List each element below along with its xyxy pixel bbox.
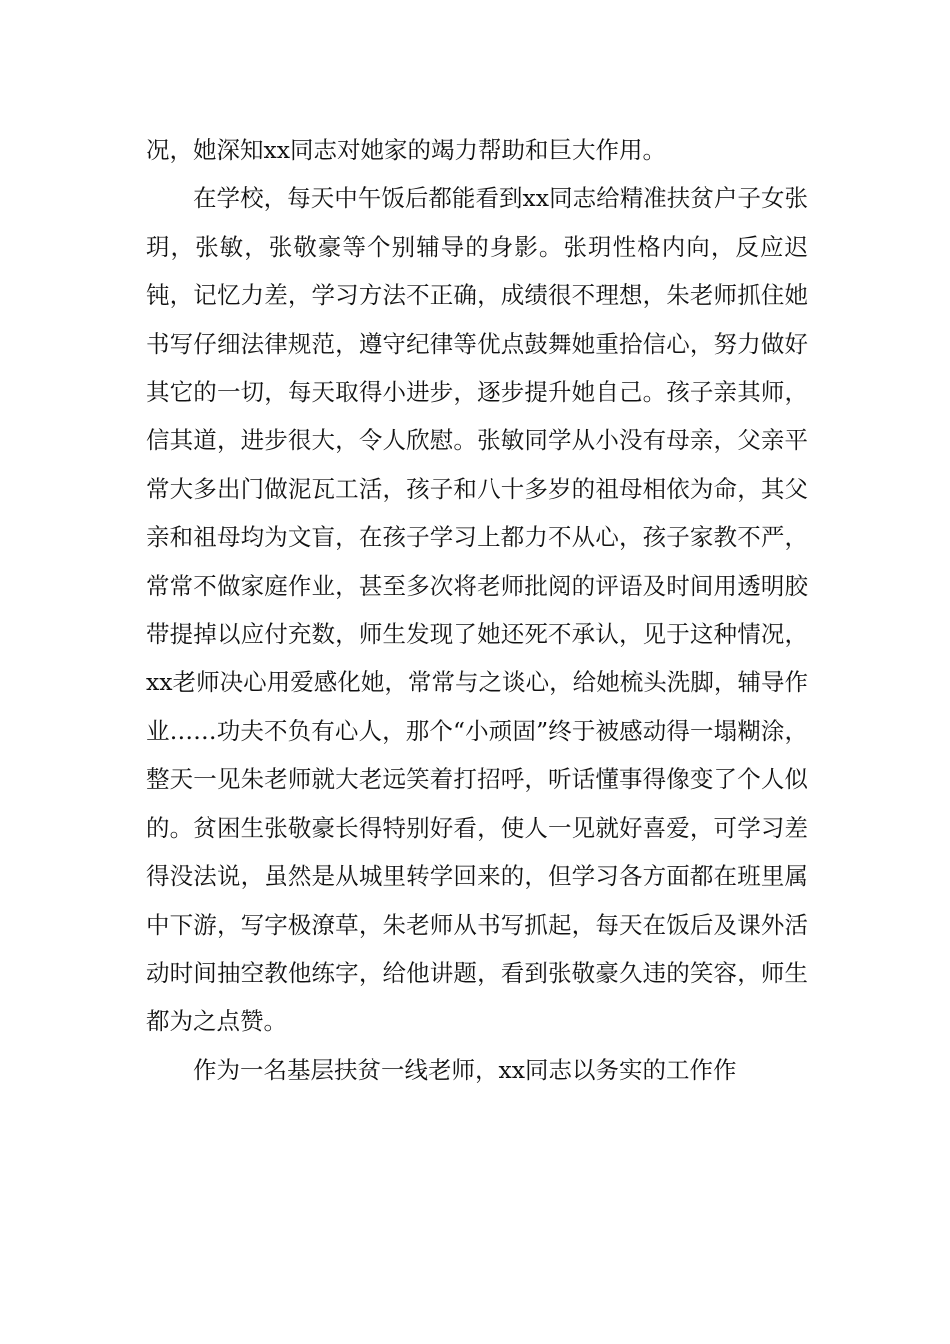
document-body xyxy=(146,126,808,1094)
paragraph-continuation: 况，她深知xx同志对她家的竭力帮助和巨大作用。 xyxy=(146,136,667,164)
paragraph-summary: 作为一名基层扶贫一线老师，xx同志以务实的工作作 xyxy=(193,1055,737,1084)
paragraph-tutoring: 在学校，每天中午饭后都能看到xx同志给精准扶贫户子女张玥，张敏，张敬豪等个别辅导的身影。张玥性格内向，反应迟钝，记忆力差，学习方法不正确，成绩很不理想，朱老师抓住她书写仔细法律规范，遵守纪律等优点鼓舞她重拾信心，努力做好其它的一切，每天取得小进步，逐步提升她自己。孩子亲其师，信其道，进步很大，令人欣慰。张敏同学从小没有母亲，父亲平常大多出门做泥瓦工活，孩子和八十多岁的祖母相依为命，其父亲和祖母均为文盲，在孩子学习上都力不从心，孩子家教不严，常常不做家庭作业，甚至多次将老师批阅的评语及时间用透明胶带提掉以应付充数，师生发现了她还死不承认，见于这种情况，xx老师决心用爱感化她，常常与之谈心，给她梳头洗脚，辅导作业……功夫不负有心人，那个“小顽固”终于被感动得一塌糊涂，整天一见朱老师就大老远笑着打招呼，听话懂事得像变了个人似的。贫困生张敬豪长得特别好看，使人一见就好喜爱，可学习差得没法说，虽然是从城里转学回来的，但学习各方面都在班里属中下游，写字极潦草，朱老师从书写抓起，每天在饭后及课外活动时间抽空教他练字，给他讲题，看到张敬豪久违的笑容，师生都为之点赞。 xyxy=(146,184,808,1036)
